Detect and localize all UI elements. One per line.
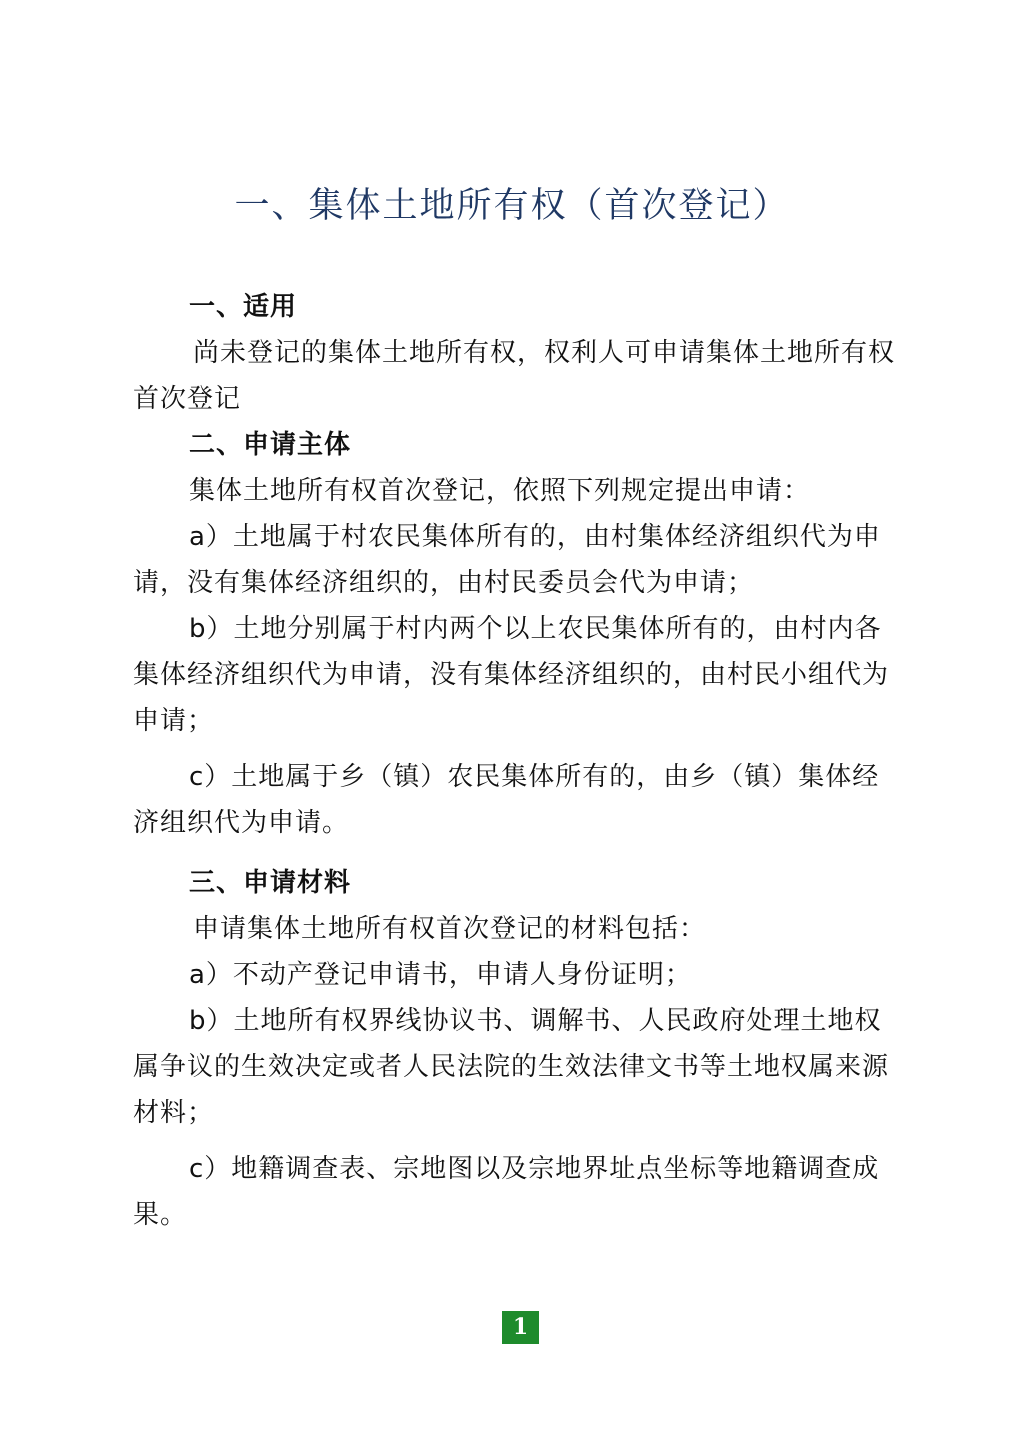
section-materials xyxy=(133,860,899,1238)
section-heading: 二、申请主体 xyxy=(189,430,352,460)
list-item-b: b）土地分别属于村内两个以上农民集体所有的，由村内各集体经济组织代为申请，没有集体经济组织的，由村民小组代为申请； xyxy=(133,614,890,736)
paragraph: 申请集体土地所有权首次登记的材料包括： xyxy=(193,914,707,944)
section-applicability xyxy=(133,284,899,422)
section-heading: 一、适用 xyxy=(189,292,298,322)
section-heading: 三、申请材料 xyxy=(189,868,352,898)
page-number-badge: 1 xyxy=(502,1311,539,1344)
list-item-a: a）土地属于村农民集体所有的，由村集体经济组织代为申请，没有集体经济组织的，由村民委员会代为申请； xyxy=(133,522,881,598)
list-item-a: a）不动产登记申请书，申请人身份证明； xyxy=(189,960,692,990)
paragraph: 集体土地所有权首次登记，依照下列规定提出申请： xyxy=(189,476,811,506)
paragraph: 尚未登记的集体土地所有权，权利人可申请集体土地所有权首次登记 xyxy=(133,338,896,414)
list-item-c: c）地籍调查表、宗地图以及宗地界址点坐标等地籍调查成果。 xyxy=(133,1154,880,1230)
section-applicant xyxy=(133,422,899,846)
document-body xyxy=(133,284,899,1238)
list-item-c: c）土地属于乡（镇）农民集体所有的，由乡（镇）集体经济组织代为申请。 xyxy=(133,762,880,838)
list-item-b: b）土地所有权界线协议书、调解书、人民政府处理土地权属争议的生效决定或者人民法院的生效法律文书等土地权属来源材料； xyxy=(133,1006,890,1128)
document-title: 一、集体土地所有权（首次登记） xyxy=(234,186,790,226)
